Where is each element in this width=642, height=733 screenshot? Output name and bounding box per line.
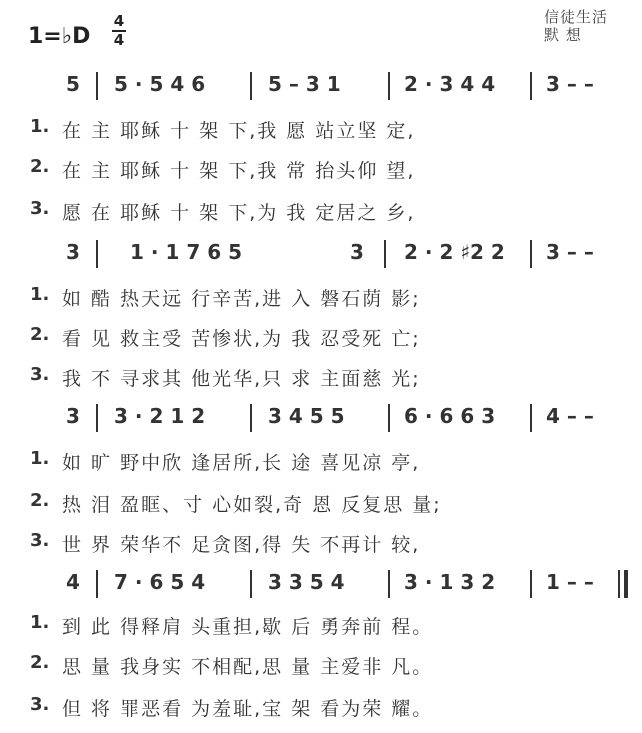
barline <box>96 570 98 598</box>
pickup-note: 5 <box>66 72 80 96</box>
measure: 3 · 1 3 2 <box>404 570 496 594</box>
measure: 3 · 2 1 2 <box>114 404 206 428</box>
lyric-line <box>0 490 642 518</box>
lyric-line <box>0 652 642 680</box>
measure: 3 <box>350 240 364 264</box>
notation-row-3 <box>0 404 642 432</box>
lyric-line <box>0 694 642 722</box>
time-signature-top: 4 <box>113 12 125 30</box>
credit-source: 信徒生活 <box>543 8 608 26</box>
lyric-line <box>0 198 642 226</box>
barline <box>530 570 532 598</box>
barline <box>384 240 386 268</box>
measure: 3 – – <box>546 72 594 96</box>
lyric-text: 愿 在 耶稣 十 架 下,为 我 定居之 乡, <box>62 202 416 224</box>
lyric-line <box>0 364 642 392</box>
lyric-text: 热 泪 盈眶、寸 心如裂,奇 恩 反复思 量; <box>62 494 442 516</box>
lyric-line <box>0 116 642 144</box>
final-barline <box>618 570 620 598</box>
barline <box>388 72 390 100</box>
lyric-text: 在 主 耶稣 十 架 下,我 愿 站立坚 定, <box>62 120 416 142</box>
measure: 2 · 2 ♯2 2 <box>404 240 505 264</box>
barline <box>530 404 532 432</box>
verse-number: 3. <box>30 364 50 385</box>
lyric-line <box>0 284 642 312</box>
verse-number: 2. <box>30 156 50 177</box>
lyric-text: 如 酷 热天远 行辛苦,进 入 磐石荫 影; <box>62 288 421 310</box>
lyric-line <box>0 448 642 476</box>
lyric-line <box>0 612 642 640</box>
measure: 3 4 5 5 <box>268 404 345 428</box>
lyric-line <box>0 156 642 184</box>
credit-title: 默 想 <box>543 26 582 44</box>
pickup-note: 3 <box>66 404 80 428</box>
notation-row-4 <box>0 570 642 598</box>
key-signature: 1=♭D <box>28 24 91 49</box>
lyric-text: 看 见 救主受 苦惨状,为 我 忍受死 亡; <box>62 328 421 350</box>
verse-number: 1. <box>30 284 50 305</box>
lyric-text: 如 旷 野中欣 逢居所,长 途 喜见凉 亭, <box>62 452 421 474</box>
lyric-text: 世 界 荣华不 足贪图,得 失 不再计 较, <box>62 534 421 556</box>
measure: 3 – – <box>546 240 594 264</box>
notation-row-2 <box>0 240 642 268</box>
barline <box>96 72 98 100</box>
measure: 4 – – <box>546 404 594 428</box>
time-signature <box>112 14 126 48</box>
barline <box>96 240 98 268</box>
verse-number: 3. <box>30 198 50 219</box>
lyric-text: 在 主 耶稣 十 架 下,我 常 抬头仰 望, <box>62 160 416 182</box>
lyric-text: 我 不 寻求其 他光华,只 求 主面慈 光; <box>62 368 421 390</box>
lyric-text: 但 将 罪恶看 为羞耻,宝 架 看为荣 耀。 <box>62 698 434 720</box>
verse-number: 2. <box>30 324 50 345</box>
measure: 6 · 6 6 3 <box>404 404 496 428</box>
verse-number: 1. <box>30 448 50 469</box>
notation-row-1 <box>0 72 642 100</box>
barline <box>250 570 252 598</box>
pickup-note: 4 <box>66 570 80 594</box>
verse-number: 2. <box>30 652 50 673</box>
measure: 5 · 5 4 6 <box>114 72 206 96</box>
measure: 1 · 1 7 6 5 <box>130 240 242 264</box>
verse-number: 2. <box>30 490 50 511</box>
verse-number: 3. <box>30 530 50 551</box>
measure: 1 – – <box>546 570 594 594</box>
barline <box>530 240 532 268</box>
barline <box>388 570 390 598</box>
barline <box>250 72 252 100</box>
barline <box>250 404 252 432</box>
final-barline-thick <box>624 570 628 598</box>
barline <box>530 72 532 100</box>
barline <box>388 404 390 432</box>
verse-number: 3. <box>30 694 50 715</box>
measure: 5 – 3 1 <box>268 72 341 96</box>
lyric-text: 到 此 得释肩 头重担,歇 后 勇奔前 程。 <box>62 616 434 638</box>
lyric-text: 思 量 我身实 不相配,思 量 主爱非 凡。 <box>62 656 434 678</box>
lyric-line <box>0 530 642 558</box>
measure: 7 · 6 5 4 <box>114 570 206 594</box>
measure: 3 3 5 4 <box>268 570 345 594</box>
lyric-line <box>0 324 642 352</box>
credits <box>544 8 608 44</box>
verse-number: 1. <box>30 116 50 137</box>
measure: 2 · 3 4 4 <box>404 72 496 96</box>
pickup-note: 3 <box>66 240 80 264</box>
barline <box>96 404 98 432</box>
time-signature-bottom: 4 <box>113 31 125 49</box>
verse-number: 1. <box>30 612 50 633</box>
